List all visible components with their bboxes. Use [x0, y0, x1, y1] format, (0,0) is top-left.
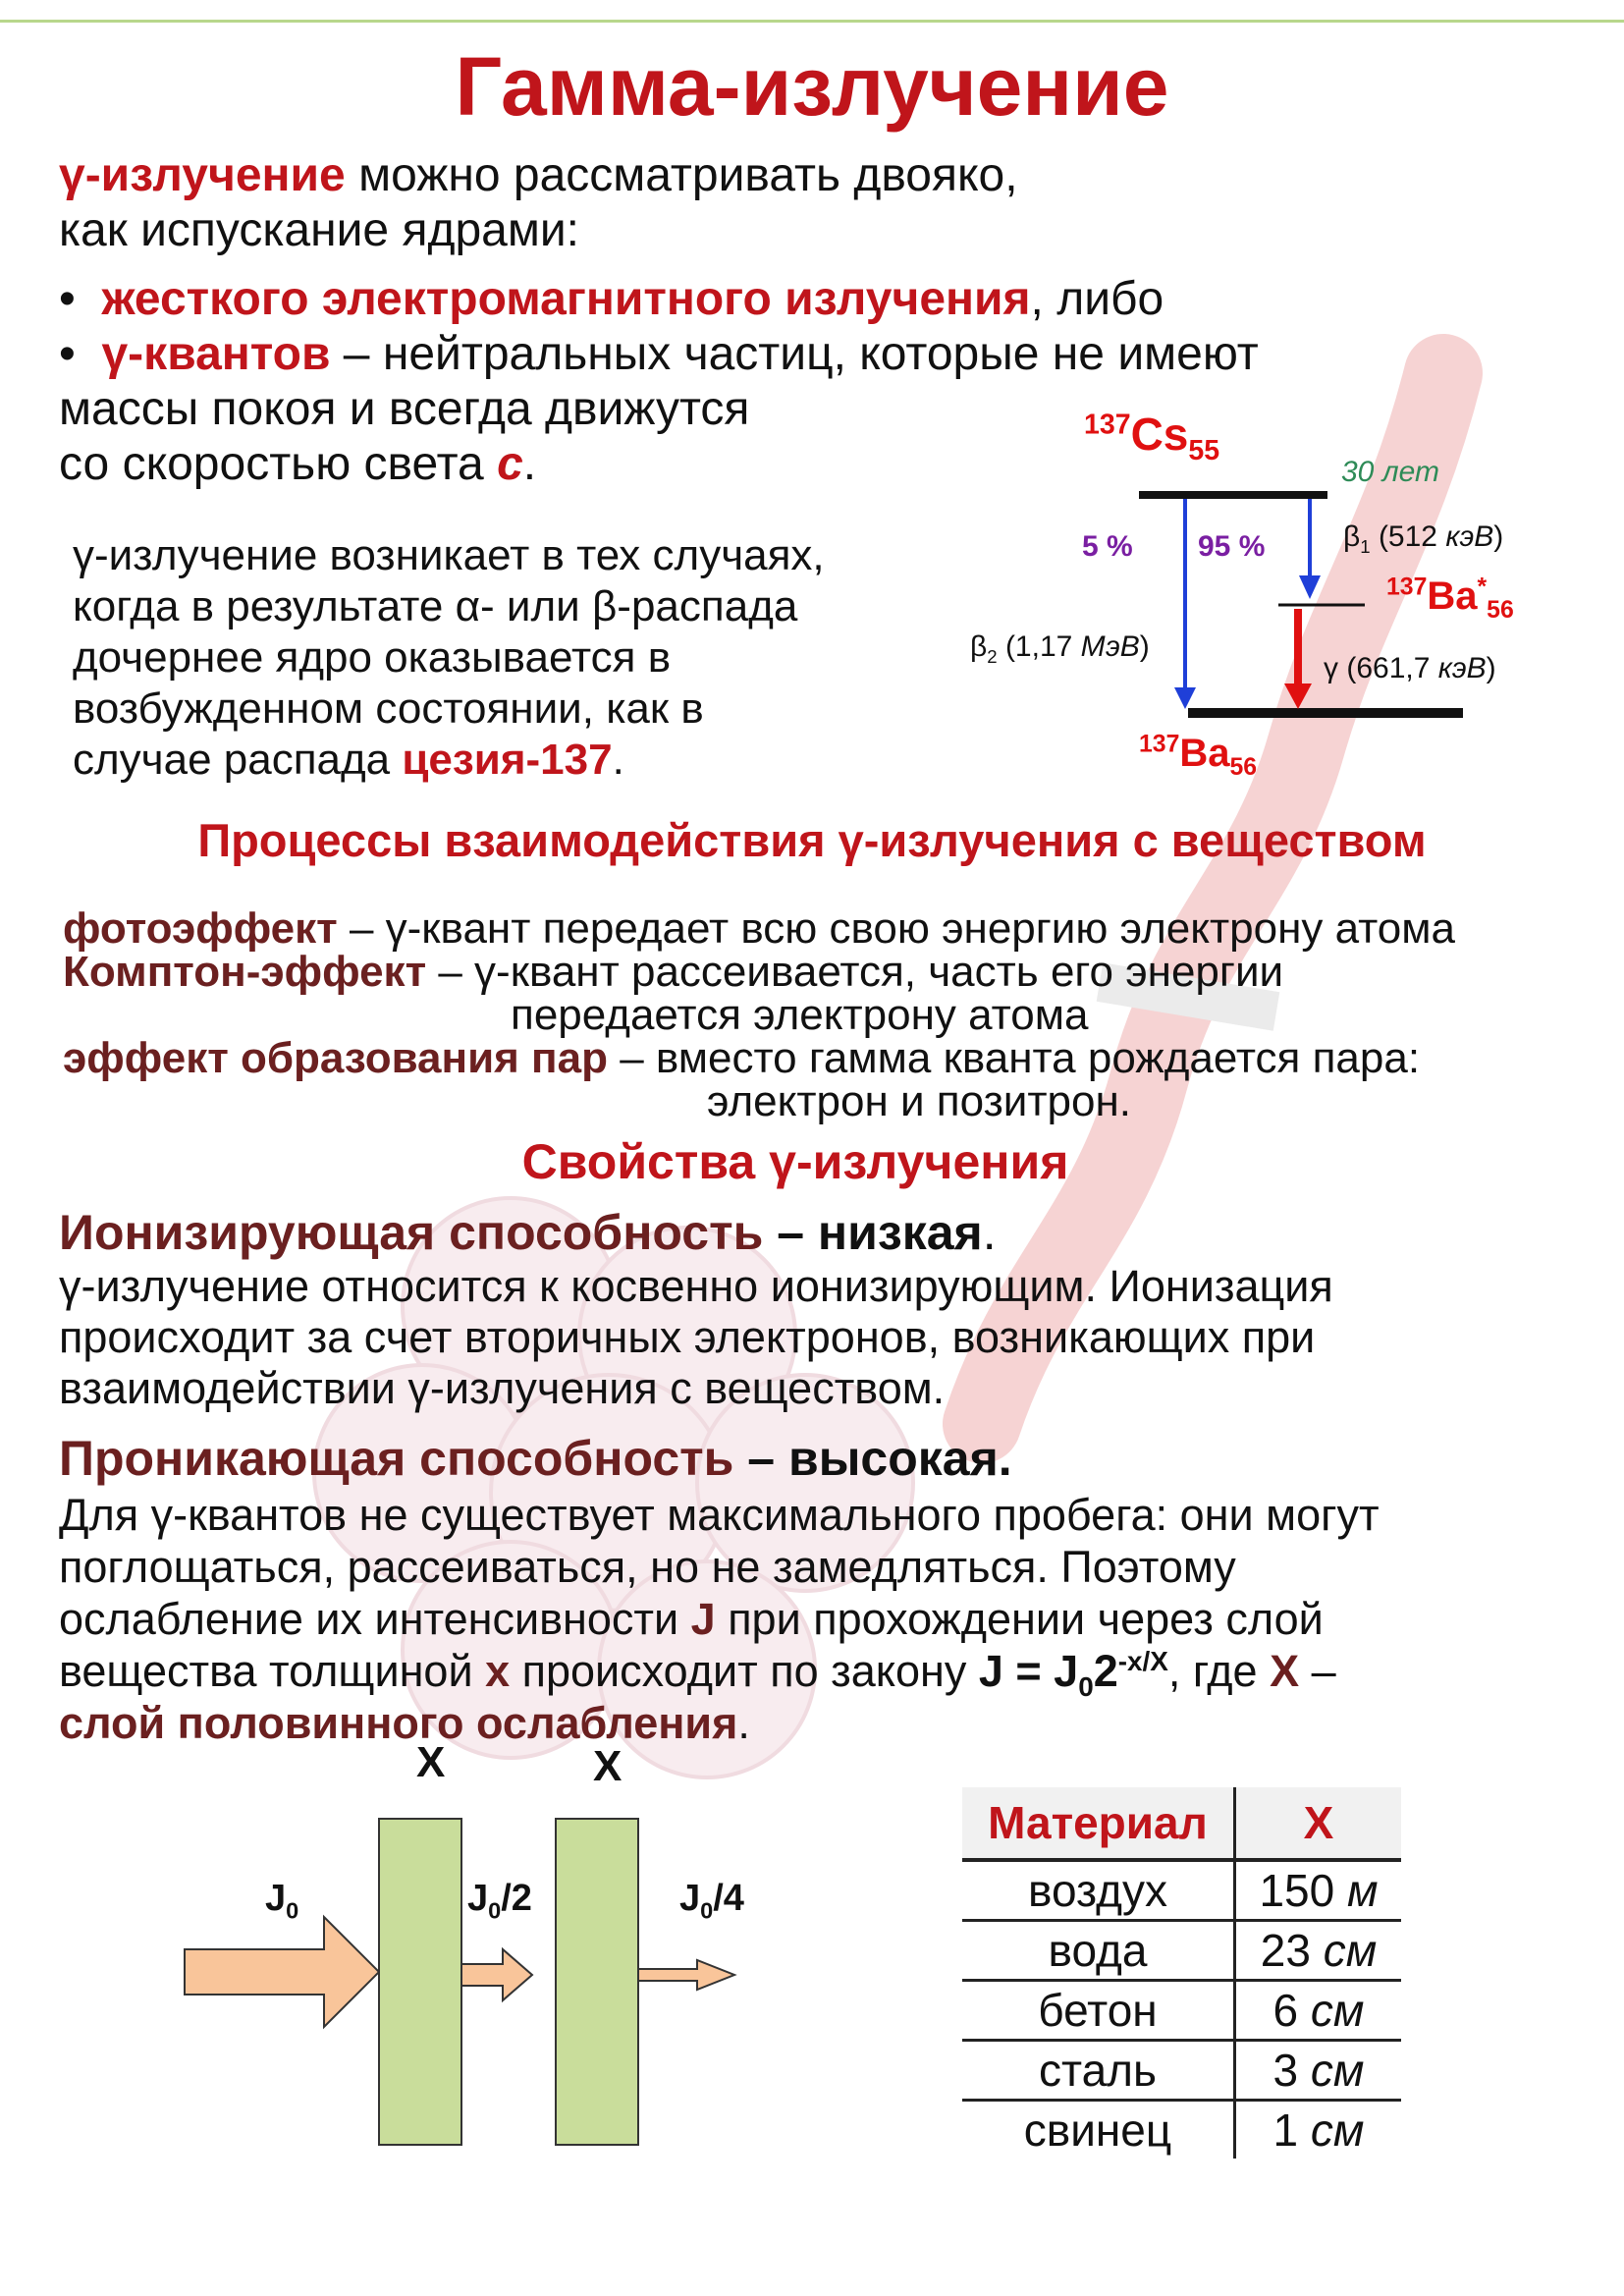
arises-line-3: дочернее ядро оказывается в [73, 633, 672, 682]
table-row [962, 1921, 1401, 1981]
half-beam-arrow [461, 1949, 532, 2000]
arises-line-5-post: . [612, 736, 624, 784]
pair-effect-text: – вместо гамма кванта рождается пара: [607, 1034, 1421, 1082]
j02-post: /2 [501, 1878, 532, 1919]
bullet-2-em: γ-квантов [101, 328, 331, 380]
penetrating-line-4-where: , где [1167, 1646, 1271, 1696]
half-life-label: 30 лет [1341, 456, 1439, 488]
beta2-index: 2 [987, 646, 998, 667]
attenuation-diagram-graphics [177, 1807, 766, 2180]
formula-base: 2 [1093, 1646, 1118, 1696]
gamma-close: ) [1486, 652, 1496, 684]
ionizing-heading [59, 1204, 997, 1261]
penetrating-line-4-dash: – [1299, 1646, 1336, 1696]
formula-exponent: -x/X [1117, 1646, 1168, 1676]
x-value: 6 [1272, 1985, 1299, 2036]
gamma-term: γ-излучение [59, 149, 346, 201]
beta1-unit: кэВ [1445, 520, 1494, 553]
penetrating-heading [59, 1430, 1012, 1487]
pair-effect-line-2: электрон и позитрон. [707, 1077, 1131, 1125]
intro-period: . [522, 438, 537, 490]
beta2-arrowhead [1174, 687, 1196, 709]
x-value: 1 [1272, 2105, 1299, 2156]
arises-line-5 [73, 735, 825, 786]
table-header-row [962, 1787, 1401, 1860]
table-row [962, 1860, 1401, 1921]
ba-excited-atomic-number: 56 [1487, 597, 1514, 624]
gamma-energy: γ (661,7 [1324, 652, 1438, 684]
photo-effect-term: фотоэффект [63, 904, 338, 953]
branch-5-percent: 5 % [1082, 530, 1133, 563]
half-value-layer-table [962, 1787, 1401, 2159]
j02-sub: 0 [488, 1897, 502, 1924]
ba-atomic-number: 56 [1229, 754, 1258, 781]
gamma-unit: кэВ [1437, 652, 1487, 684]
x-value: 150 [1259, 1865, 1335, 1916]
beta2-symbol: β [970, 630, 988, 663]
table-header-material: Материал [962, 1787, 1235, 1860]
beta2-close: ) [1139, 630, 1150, 663]
penetrating-line-4-pre: вещества толщиной [59, 1646, 486, 1696]
formula-main: J = J [978, 1646, 1079, 1696]
thickness-symbol: x [485, 1646, 511, 1696]
table-cell-material: свинец [962, 2101, 1235, 2159]
ba137-excited-label [1386, 574, 1514, 624]
ionizing-value: – низкая [763, 1205, 983, 1260]
quarter-beam-arrow [638, 1960, 734, 1990]
x-unit: м [1346, 1865, 1379, 1916]
intensity-symbol: J [690, 1594, 716, 1644]
ionizing-period: . [982, 1205, 997, 1260]
ba-excited-mass-number: 137 [1386, 574, 1428, 601]
c-letter: c [497, 438, 523, 490]
j0-quarter-label [679, 1878, 744, 1924]
gamma-energy-label [1324, 652, 1496, 685]
compton-effect-term: Комптон-эффект [63, 948, 427, 996]
beta1-arrowhead [1299, 575, 1321, 599]
cesium-137: цезия-137 [402, 736, 613, 784]
properties-heading: Свойства γ-излучения [521, 1134, 1069, 1189]
penetrating-value: – высокая. [733, 1431, 1012, 1486]
table-cell-material: воздух [962, 1860, 1235, 1921]
penetrating-label: Проникающая способность [59, 1431, 734, 1486]
table-cell-x [1235, 2101, 1402, 2159]
x-unit: см [1310, 1985, 1365, 2036]
absorber-plate-1 [379, 1819, 461, 2145]
penetrating-line-4 [59, 1645, 1380, 1702]
j0-main: J [265, 1878, 287, 1919]
beta1-symbol: β [1343, 520, 1361, 553]
arises-paragraph [73, 530, 825, 786]
intro-line-1-rest: можно рассматривать двояко, [345, 149, 1018, 201]
gamma-arrowhead [1284, 683, 1312, 709]
ionizing-text [59, 1261, 1333, 1414]
formula-sub: 0 [1078, 1671, 1094, 1702]
branch-95-percent: 95 % [1198, 530, 1266, 563]
beta2-label [970, 630, 1150, 667]
half-layer-symbol: X [1270, 1646, 1300, 1696]
plate-1-thickness-label: X [416, 1738, 446, 1786]
j0-label [265, 1878, 299, 1924]
arises-line-2: когда в результате α- или β-распада [73, 582, 798, 630]
table-cell-material: сталь [962, 2041, 1235, 2101]
half-value-layer-term: слой половинного ослабления [59, 1698, 738, 1748]
x-value: 3 [1272, 2045, 1299, 2096]
penetrating-line-2: поглощаться, рассеиваться, но не замедляться. Поэтому [59, 1542, 1236, 1592]
intro-bullet-2 [59, 328, 1259, 381]
ba-excited-symbol: Ba [1427, 574, 1478, 618]
penetrating-line-1: Для γ-квантов не существует максимального пробега: они могут [59, 1490, 1380, 1540]
beta2-unit: МэВ [1080, 630, 1140, 663]
j04-sub: 0 [700, 1897, 714, 1924]
table-row [962, 2101, 1401, 2159]
ionizing-line-1: γ-излучение относится к косвенно ионизирующим. Ионизация [59, 1261, 1333, 1311]
beta1-close: ) [1493, 520, 1504, 553]
page-title: Гамма-излучение [455, 40, 1169, 133]
intro-bullet-1 [59, 273, 1164, 326]
penetrating-line-3-pre: ослабление их интенсивности [59, 1594, 691, 1644]
table-row [962, 2041, 1401, 2101]
table-cell-x [1235, 1981, 1402, 2041]
bullet-2-rest: – нейтральных частиц, которые не имеют [330, 328, 1259, 380]
table-header-x: X [1235, 1787, 1402, 1860]
table-cell-x [1235, 1860, 1402, 1921]
ba-symbol: Ba [1179, 732, 1230, 775]
plate-2-thickness-label: X [593, 1742, 623, 1790]
bullet-dot: • [59, 328, 102, 380]
penetrating-line-5 [59, 1697, 1380, 1749]
cs-symbol: Cs [1130, 409, 1189, 460]
penetrating-line-3-post: при прохождении через слой [715, 1594, 1324, 1644]
bullet-1-em: жесткого электромагнитного излучения [101, 273, 1031, 325]
x-value: 23 [1260, 1925, 1311, 1976]
arises-line-1: γ-излучение возникает в тех случаях, [73, 531, 825, 579]
ionizing-line-3: взаимодействии γ-излучения с веществом. [59, 1363, 946, 1413]
j04-post: /4 [713, 1878, 744, 1919]
j02-main: J [467, 1878, 489, 1919]
cs-mass-number: 137 [1084, 409, 1131, 441]
intro-line-5: массы покоя и всегда движутся [59, 383, 750, 435]
compton-effect-text: – γ-квант рассеивается, часть его энергии [426, 948, 1284, 996]
ba-excited-star: * [1477, 574, 1488, 601]
table-row [962, 1981, 1401, 2041]
intro-line-6-pre: со скоростью света [59, 438, 498, 490]
table-cell-x [1235, 1921, 1402, 1981]
intro-line-1 [59, 149, 1018, 202]
beta1-energy: (512 [1370, 520, 1446, 553]
bullet-1-rest: , либо [1030, 273, 1164, 325]
absorber-plate-2 [556, 1819, 638, 2145]
pair-effect-term: эффект образования пар [63, 1034, 608, 1082]
beta1-label [1343, 520, 1504, 557]
arises-line-4: возбужденном состоянии, как в [73, 684, 704, 733]
beta1-index: 1 [1360, 536, 1371, 557]
penetrating-text [59, 1489, 1380, 1749]
penetrating-line-5-post: . [737, 1698, 750, 1748]
table-cell-material: бетон [962, 1981, 1235, 2041]
photo-effect-text: – γ-квант передает всю свою энергию электрону атома [337, 904, 1455, 953]
attenuation-formula [978, 1646, 1168, 1702]
x-unit: см [1310, 2105, 1365, 2156]
j04-main: J [679, 1878, 701, 1919]
bullet-dot: • [59, 273, 102, 325]
x-unit: см [1323, 1925, 1378, 1976]
cs137-label [1084, 409, 1220, 467]
penetrating-line-3 [59, 1593, 1380, 1645]
intro-line-6 [59, 438, 536, 491]
x-unit: см [1310, 2045, 1365, 2096]
j0-sub: 0 [286, 1897, 299, 1924]
ba-mass-number: 137 [1139, 731, 1180, 758]
beta2-energy: (1,17 [997, 630, 1081, 663]
j0-half-label [467, 1878, 532, 1924]
incident-beam-arrow [185, 1917, 379, 2027]
table-cell-x [1235, 2041, 1402, 2101]
processes-heading: Процессы взаимодействия γ-излучения с веществом [197, 814, 1427, 866]
arises-line-5-pre: случае распада [73, 736, 403, 784]
ionizing-line-2: происходит за счет вторичных электронов, возникающих при [59, 1312, 1316, 1362]
penetrating-line-4-mid: происходит по закону [510, 1646, 979, 1696]
ionizing-label: Ионизирующая способность [59, 1205, 764, 1260]
intro-line-2: как испускание ядрами: [59, 204, 579, 256]
compton-effect-line-2: передается электрону атома [511, 991, 1089, 1039]
ba137-label [1139, 731, 1258, 781]
table-cell-material: вода [962, 1921, 1235, 1981]
cs-atomic-number: 55 [1188, 435, 1220, 467]
